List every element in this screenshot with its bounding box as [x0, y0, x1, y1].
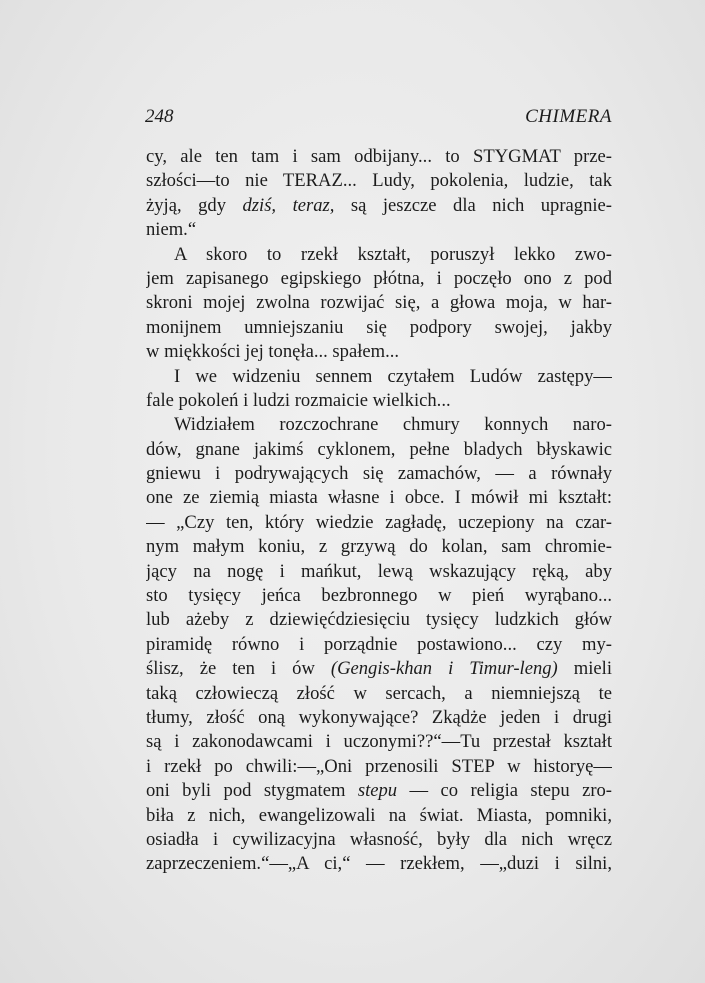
text-line: fale pokoleń i ludzi rozmaicie wielkich...	[146, 389, 451, 411]
body-text	[146, 145, 612, 877]
text-line: jący na nogę i mańkut, lewą wskazujący ręką, aby	[146, 560, 612, 582]
text-line: lub ażeby z dziewięćdziesięciu tysięcy ludzkich głów	[146, 609, 612, 631]
page-header	[145, 106, 612, 134]
text-line: biła z nich, ewangelizowali na świat. Miasta, pomniki,	[146, 804, 612, 826]
text-line: i rzekł po chwili:—„Oni przenosili STEP w historyę—	[146, 755, 612, 777]
text-line: monijnem umniejszaniu się podpory swojej, jakby	[146, 316, 612, 338]
text-line: nym małym koniu, z grzywą do kolan, sam chromie-	[146, 536, 612, 558]
text-line: gniewu i podrywających się zamachów, — a równały	[146, 463, 612, 485]
text-line: Widziałem rozczochrane chmury konnych naro-	[174, 414, 612, 436]
text-line: szłości—to nie TERAZ... Ludy, pokolenia, ludzie, tak	[146, 170, 612, 192]
text-line: sto tysięcy jeńca bezbronnego w pień wyrąbano...	[146, 585, 612, 607]
text-line: ślisz, że ten i ów (Gengis-khan i Timur-leng) mieli	[146, 658, 612, 680]
text-line: tłumy, złość oną wykonywające? Zkądże jeden i drugi	[146, 706, 612, 728]
text-line: one ze ziemią miasta własne i obce. I mówił mi kształt:	[146, 487, 612, 509]
text-line: — „Czy ten, który wiedzie zagładę, uczepiony na czar-	[146, 511, 612, 533]
text-line: dów, gnane jakimś cyklonem, pełne bladych błyskawic	[146, 438, 612, 460]
text-line: jem zapisanego egipskiego płótna, i poczęło ono z pod	[146, 267, 612, 289]
page-number: 248	[145, 106, 174, 127]
text-line: niem.“	[146, 219, 197, 241]
text-line: cy, ale ten tam i sam odbijany... to STYGMAT prze-	[146, 146, 612, 167]
text-line: piramidę równo i porządnie postawiono... czy my-	[146, 633, 612, 655]
text-line: taką człowieczą złość w sercach, a niemniejszą te	[146, 682, 612, 704]
text-line: A skoro to rzekł kształt, poruszył lekko zwo-	[174, 243, 612, 265]
text-line: w miękkości jej tonęła... spałem...	[146, 341, 400, 363]
text-line: osiadła i cywilizacyjna własność, były dla nich wręcz	[146, 828, 612, 850]
text-line: żyją, gdy dziś, teraz, są jeszcze dla nich upragnie-	[146, 194, 612, 216]
text-line: skroni mojej zwolna rozwijać się, a głowa moja, w har-	[146, 292, 612, 314]
text-line: oni byli pod stygmatem stepu — co religia stepu zro-	[146, 780, 612, 802]
text-line: zaprzeczeniem.“—„A ci,“ — rzekłem, —„duzi i silni,	[146, 853, 612, 875]
running-title: CHIMERA	[525, 106, 612, 127]
text-line: I we widzeniu sennem czytałem Ludów zastępy—	[174, 365, 612, 387]
text-line: są i zakonodawcami i uczonymi??“—Tu przestał kształt	[146, 731, 612, 753]
